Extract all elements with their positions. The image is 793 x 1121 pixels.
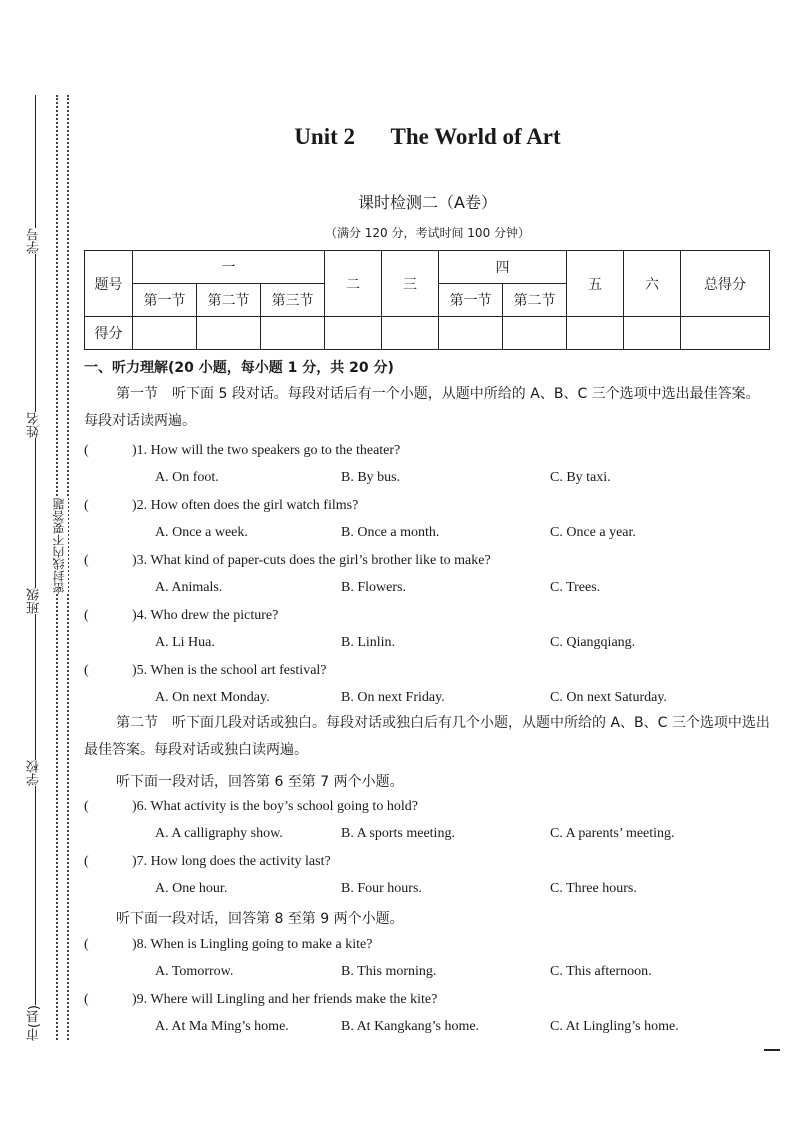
option-b: B. This morning. xyxy=(341,964,437,979)
question-text: )2. How often does the girl watch films? xyxy=(132,498,359,513)
option-b: B. A sports meeting. xyxy=(341,826,455,841)
option-b: B. Four hours. xyxy=(341,881,422,896)
question-text: )3. What kind of paper-cuts does the girl’s brother like to make? xyxy=(132,553,491,568)
part-1-section-3: 第三节 xyxy=(261,284,325,317)
section-heading: 一、听力理解(20 小题，每小题 1 分，共 20 分) xyxy=(84,360,394,376)
option-c: C. On next Saturday. xyxy=(550,690,667,705)
score-cell[interactable] xyxy=(624,317,681,350)
option-a: A. At Ma Ming’s home. xyxy=(155,1019,289,1034)
score-cell[interactable] xyxy=(261,317,325,350)
option-a: A. Li Hua. xyxy=(155,635,215,650)
part-4-header: 四 xyxy=(439,251,567,284)
answer-blank-open[interactable]: ( xyxy=(84,937,89,952)
part-3-header: 三 xyxy=(382,251,439,317)
option-a: A. Animals. xyxy=(155,580,223,595)
question-text: )1. How will the two speakers go to the theater? xyxy=(132,443,401,458)
total-score-header: 总得分 xyxy=(681,251,770,317)
part-6-header: 六 xyxy=(624,251,681,317)
score-cell[interactable] xyxy=(681,317,770,350)
option-b: B. Flowers. xyxy=(341,580,406,595)
option-c: C. Three hours. xyxy=(550,881,637,896)
score-table xyxy=(84,250,770,350)
part-4-section-1: 第一节 xyxy=(439,284,503,317)
option-c: C. This afternoon. xyxy=(550,964,652,979)
part-2-instruction: 第二节 听下面几段对话或独白。每段对话或独白后有几个小题，从题中所给的 A、B、C 三个选项中选出最佳答案。每段对话或独白读两遍。 xyxy=(84,715,770,758)
option-c: C. At Lingling’s home. xyxy=(550,1019,679,1034)
page-continue-mark xyxy=(764,1049,780,1051)
score-cell[interactable] xyxy=(382,317,439,350)
answer-blank-open[interactable]: ( xyxy=(84,799,89,814)
question-text: )9. Where will Lingling and her friends make the kite? xyxy=(132,992,438,1007)
question-text: )6. What activity is the boy’s school going to hold? xyxy=(132,799,418,814)
margin-label-class: 班级 xyxy=(24,588,46,614)
score-cell[interactable] xyxy=(503,317,567,350)
option-a: A. A calligraphy show. xyxy=(155,826,283,841)
part-4-section-2: 第二节 xyxy=(503,284,567,317)
score-cell[interactable] xyxy=(133,317,197,350)
margin-label-name: 姓名 xyxy=(24,412,46,438)
answer-blank-open[interactable]: ( xyxy=(84,608,89,623)
answer-blank-open[interactable]: ( xyxy=(84,553,89,568)
unit-title: The World of Art xyxy=(390,124,561,149)
page-title xyxy=(0,124,793,150)
question-text: )7. How long does the activity last? xyxy=(132,854,331,869)
row-label-score: 得分 xyxy=(85,317,133,350)
option-a: A. Once a week. xyxy=(155,525,248,540)
listening-hint: 听下面一段对话，回答第 8 至第 9 两个小题。 xyxy=(116,911,404,927)
answer-blank-open[interactable]: ( xyxy=(84,498,89,513)
answer-blank-open[interactable]: ( xyxy=(84,992,89,1007)
option-a: A. On next Monday. xyxy=(155,690,270,705)
option-c: C. By taxi. xyxy=(550,470,611,485)
test-subtitle: 课时检测二（A卷） xyxy=(358,193,497,212)
part-1-section-2: 第二节 xyxy=(197,284,261,317)
question-text: )8. When is Lingling going to make a kite? xyxy=(132,937,373,952)
part-5-header: 五 xyxy=(567,251,624,317)
answer-blank-open[interactable]: ( xyxy=(84,854,89,869)
score-cell[interactable] xyxy=(439,317,503,350)
option-b: B. At Kangkang’s home. xyxy=(341,1019,480,1034)
answer-blank-open[interactable]: ( xyxy=(84,663,89,678)
option-c: C. A parents’ meeting. xyxy=(550,826,675,841)
score-cell[interactable] xyxy=(197,317,261,350)
option-a: A. On foot. xyxy=(155,470,219,485)
option-a: A. Tomorrow. xyxy=(155,964,234,979)
margin-label-student-id: 学号 xyxy=(24,228,46,254)
score-cell[interactable] xyxy=(567,317,624,350)
option-a: A. One hour. xyxy=(155,881,228,896)
option-c: C. Trees. xyxy=(550,580,601,595)
listening-hint: 听下面一段对话，回答第 6 至第 7 两个小题。 xyxy=(116,774,404,790)
test-note: （满分 120 分，考试时间 100 分钟） xyxy=(324,226,531,240)
question-text: )4. Who drew the picture? xyxy=(132,608,279,623)
unit-label: Unit 2 xyxy=(294,124,356,149)
part-1-header: 一 xyxy=(133,251,325,284)
option-c: C. Once a year. xyxy=(550,525,636,540)
part-1-section-1: 第一节 xyxy=(133,284,197,317)
option-b: B. Linlin. xyxy=(341,635,396,650)
score-cell[interactable] xyxy=(325,317,382,350)
seal-notice: 密封线内不要答题 xyxy=(52,498,66,594)
part-1-instruction: 第一节 听下面 5 段对话。每段对话后有一个小题，从题中所给的 A、B、C 三个选项中选出最佳答案。每段对话读两遍。 xyxy=(84,386,760,429)
row-label-topic: 题号 xyxy=(85,251,133,317)
margin-label-city: 市(县) xyxy=(24,1005,46,1041)
answer-blank-open[interactable]: ( xyxy=(84,443,89,458)
option-b: B. On next Friday. xyxy=(341,690,445,705)
question-text: )5. When is the school art festival? xyxy=(132,663,327,678)
part-2-header: 二 xyxy=(325,251,382,317)
option-b: B. Once a month. xyxy=(341,525,440,540)
option-c: C. Qiangqiang. xyxy=(550,635,636,650)
option-b: B. By bus. xyxy=(341,470,401,485)
margin-label-school: 学校 xyxy=(24,760,46,786)
